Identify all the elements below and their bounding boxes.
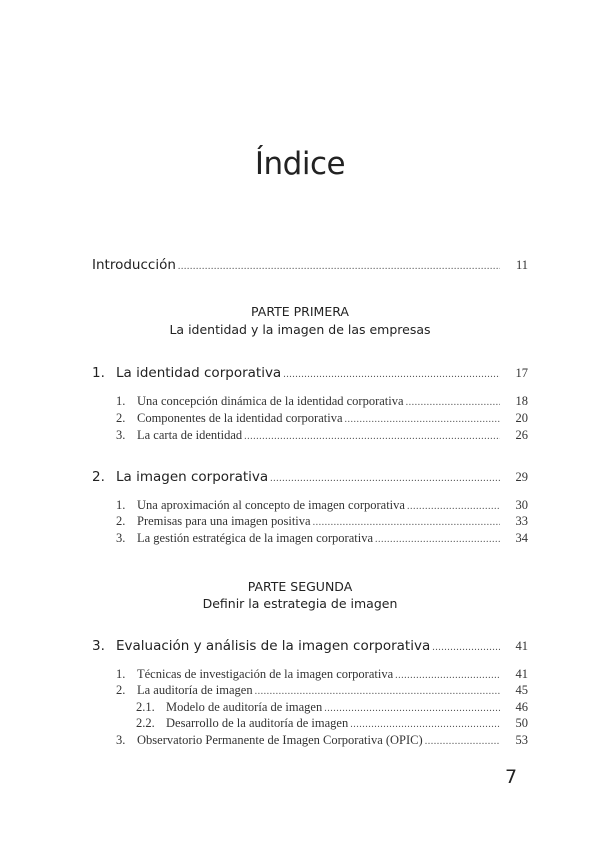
entry-label: Introducción bbox=[92, 257, 176, 273]
item-number: 1. bbox=[116, 498, 126, 512]
part-subtitle: La identidad y la imagen de las empresas bbox=[169, 322, 431, 337]
item-label: La gestión estratégica de la imagen corporativa bbox=[137, 531, 374, 545]
dot-leader bbox=[350, 719, 500, 730]
item-number: 2. bbox=[116, 514, 126, 528]
item-page: 50 bbox=[515, 716, 528, 730]
item-number: 3. bbox=[116, 733, 126, 747]
item-number: 3. bbox=[116, 428, 126, 442]
entry-page: 11 bbox=[515, 258, 528, 272]
dot-leader bbox=[395, 670, 500, 681]
item-page: 53 bbox=[515, 733, 528, 747]
item-page: 45 bbox=[515, 683, 528, 697]
chapter-page: 41 bbox=[515, 639, 528, 653]
item-number: 2.2. bbox=[136, 716, 155, 730]
toc-chapter[interactable] bbox=[92, 365, 528, 383]
toc-entry-introduccion[interactable] bbox=[92, 257, 528, 275]
dot-leader bbox=[324, 703, 500, 714]
item-label: Técnicas de investigación de la imagen corporativa bbox=[137, 667, 394, 681]
item-page: 41 bbox=[515, 667, 528, 681]
toc-subitem[interactable] bbox=[92, 716, 528, 734]
item-label: La auditoría de imagen bbox=[137, 683, 253, 697]
item-label: Premisas para una imagen positiva bbox=[137, 514, 311, 528]
dot-leader bbox=[375, 534, 500, 545]
toc-item[interactable] bbox=[92, 514, 528, 532]
item-number: 3. bbox=[116, 531, 126, 545]
chapter-label: La imagen corporativa bbox=[116, 469, 269, 485]
item-page: 33 bbox=[515, 514, 528, 528]
dot-leader bbox=[406, 397, 500, 408]
chapter-label: Evaluación y análisis de la imagen corporativa bbox=[116, 638, 431, 654]
dot-leader bbox=[270, 473, 500, 484]
toc-item[interactable] bbox=[92, 733, 528, 751]
page-title: Índice bbox=[254, 146, 346, 182]
part-subtitle: Definir la estrategia de imagen bbox=[202, 596, 398, 611]
toc-chapter[interactable] bbox=[92, 469, 528, 487]
item-page: 18 bbox=[515, 394, 528, 408]
toc-item[interactable] bbox=[92, 683, 528, 701]
chapter-number: 3. bbox=[92, 638, 105, 654]
toc-item[interactable] bbox=[92, 531, 528, 549]
chapter-label: La identidad corporativa bbox=[116, 365, 282, 381]
chapter-number: 2. bbox=[92, 469, 105, 485]
toc-item[interactable] bbox=[92, 428, 528, 446]
item-label: Una aproximación al concepto de imagen corporativa bbox=[137, 498, 405, 512]
item-page: 34 bbox=[515, 531, 528, 545]
item-page: 46 bbox=[515, 700, 528, 714]
dot-leader bbox=[244, 431, 500, 442]
dot-leader bbox=[313, 517, 500, 528]
toc-item[interactable] bbox=[92, 411, 528, 429]
item-label: Una concepción dinámica de la identidad corporativa bbox=[137, 394, 404, 408]
item-number: 2.1. bbox=[136, 700, 155, 714]
item-label: Observatorio Permanente de Imagen Corporativa (OPIC) bbox=[137, 733, 423, 747]
dot-leader bbox=[407, 501, 500, 512]
item-number: 1. bbox=[116, 667, 126, 681]
chapter-page: 29 bbox=[515, 470, 528, 484]
item-number: 1. bbox=[116, 394, 126, 408]
dot-leader bbox=[283, 369, 500, 380]
toc-item[interactable] bbox=[92, 394, 528, 412]
item-label: Modelo de auditoría de imagen bbox=[166, 700, 323, 714]
chapter-number: 1. bbox=[92, 365, 105, 381]
item-label: Desarrollo de la auditoría de imagen bbox=[166, 716, 349, 730]
item-page: 20 bbox=[515, 411, 528, 425]
chapter-page: 17 bbox=[515, 366, 528, 380]
dot-leader bbox=[255, 686, 500, 697]
item-label: La carta de identidad bbox=[137, 428, 243, 442]
page-number: 7 bbox=[505, 766, 518, 788]
toc-chapter[interactable] bbox=[92, 638, 528, 656]
item-page: 26 bbox=[515, 428, 528, 442]
item-label: Componentes de la identidad corporativa bbox=[137, 411, 343, 425]
item-number: 2. bbox=[116, 683, 126, 697]
part-label: PARTE SEGUNDA bbox=[247, 579, 353, 594]
item-number: 2. bbox=[116, 411, 126, 425]
dot-leader bbox=[432, 642, 500, 653]
part-label: PARTE PRIMERA bbox=[251, 304, 349, 319]
dot-leader bbox=[178, 261, 500, 272]
dot-leader bbox=[345, 414, 501, 425]
item-page: 30 bbox=[515, 498, 528, 512]
dot-leader bbox=[425, 736, 500, 747]
